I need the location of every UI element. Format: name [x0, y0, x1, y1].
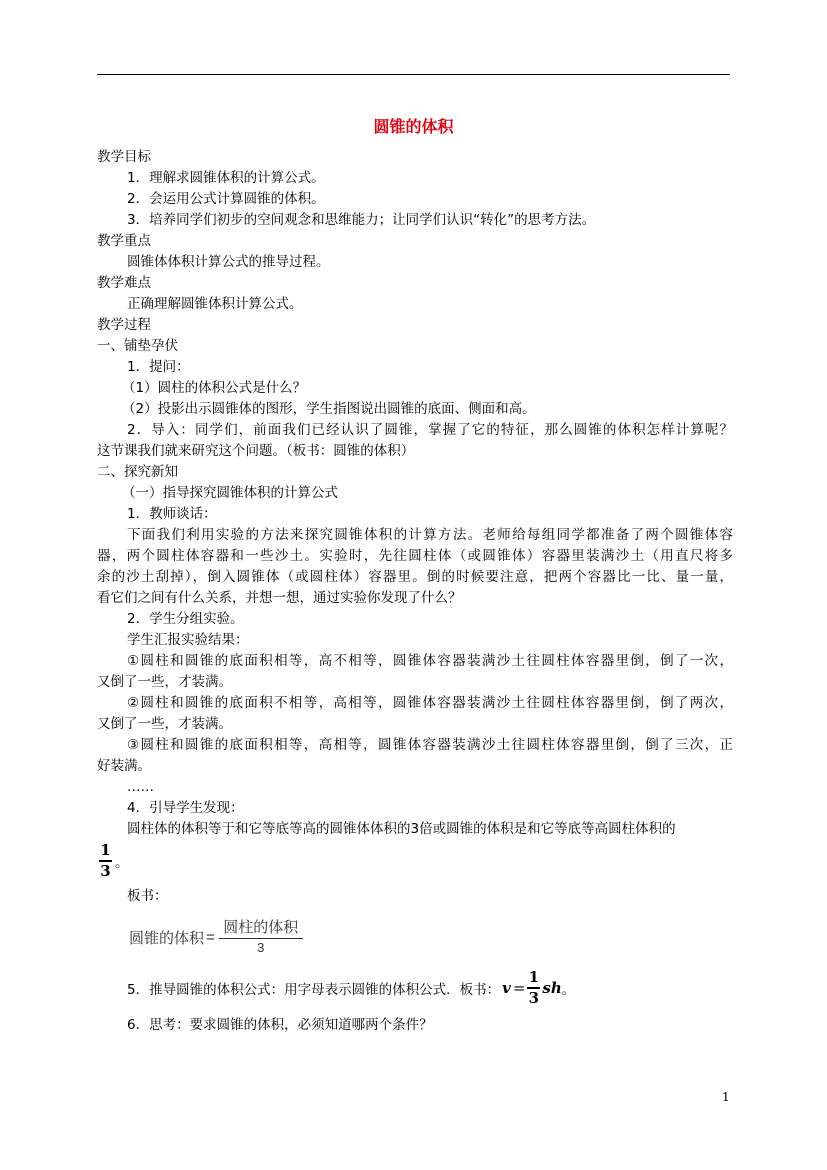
- formula-v: v: [502, 979, 511, 997]
- objective-1: 1．理解求圆锥体积的计算公式。: [127, 170, 325, 186]
- derive-period: 。: [561, 982, 576, 998]
- result-1-line-1: ①圆柱和圆锥的底面积相等，高不相等，圆锥体容器装满沙土往圆柱体容器里倒，倒了一次，: [127, 653, 733, 669]
- one-third-row: [97, 840, 733, 882]
- result-3-line-2: 好装满。: [97, 758, 151, 774]
- result-1-line-2: 又倒了一些，才装满。: [97, 674, 232, 690]
- group-experiment: 2．学生分组实验。: [127, 611, 244, 627]
- formula-v-numerator: 1: [528, 968, 540, 987]
- subsection-heading: （一）指导探究圆锥体积的计算公式: [122, 485, 338, 501]
- board-formula: [97, 913, 733, 961]
- formula-bar: [219, 938, 303, 939]
- formula-equals: =: [206, 928, 215, 946]
- question-2: （2）投影出示圆锥体的图形，学生指图说出圆锥的底面、侧面和高。: [122, 401, 536, 417]
- result-2-line-1: ②圆柱和圆锥的底面积不相等，高相等，圆锥体容器装满沙土往圆柱体容器里倒，倒了两次，: [127, 695, 733, 711]
- objective-2: 2．会运用公式计算圆锥的体积。: [127, 191, 325, 207]
- formula-fraction: [219, 919, 303, 956]
- teacher-talk-line-3: 余的沙土刮掉），倒入圆锥体（或圆柱体）容器里。倒的时候要注意，把两个容器比一比、量一量，: [97, 569, 733, 585]
- board-label: 板书：: [127, 888, 168, 904]
- heading-process: 教学过程: [97, 317, 151, 333]
- page-number: 1: [722, 1090, 730, 1104]
- teacher-talk-line-1: 下面我们利用实验的方法来探究圆锥体积的计算方法。老师给每组同学都准备了两个圆锥体容: [127, 527, 733, 543]
- discovery-heading: 4．引导学生发现：: [127, 800, 244, 816]
- question-1: （1）圆柱的体积公式是什么？: [122, 380, 307, 396]
- formula-denominator: 3: [257, 939, 265, 955]
- formula-v-equals: =: [512, 979, 526, 997]
- page-title: 圆锥的体积: [373, 117, 454, 136]
- intro-line-1: 2．导入：同学们，前面我们已经认识了圆锥，掌握了它的特征，那么圆锥的体积怎样计算呢？: [127, 422, 733, 438]
- fraction-numerator: 1: [100, 841, 111, 860]
- formula-numerator: 圆柱的体积: [223, 918, 299, 936]
- result-2-line-2: 又倒了一些，才装满。: [97, 716, 232, 732]
- formula-v-denominator: 3: [528, 988, 540, 1007]
- one-third-fraction: [99, 842, 112, 880]
- intro-line-2: 这节课我们就来研究这个问题。（板书：圆锥的体积）: [97, 443, 415, 459]
- ellipsis: ……: [127, 779, 154, 795]
- step-question: 1．提问：: [127, 359, 190, 375]
- section-1-heading: 一、铺垫孕伏: [97, 338, 178, 354]
- fraction-denominator: 3: [100, 861, 111, 880]
- difficulty-text: 正确理解圆锥体积计算公式。: [127, 296, 303, 312]
- think-question: 6．思考：要求圆锥的体积，必须知道哪两个条件？: [127, 1017, 433, 1033]
- derive-text: 5．推导圆锥的体积公式：用字母表示圆锥的体积公式．板书：: [127, 982, 501, 998]
- teacher-talk-heading: 1．教师谈话：: [127, 506, 217, 522]
- document-body: [97, 147, 733, 1036]
- heading-difficulty: 教学难点: [97, 275, 151, 291]
- formula-v-fraction: [527, 969, 540, 1007]
- objective-3: 3．培养同学们初步的空间观念和思维能力；让同学们认识“转化”的思考方法。: [127, 212, 596, 228]
- section-2-heading: 二、探究新知: [97, 464, 178, 480]
- formula-cone-volume: 圆锥的体积: [129, 929, 205, 947]
- teacher-talk-line-4: 看它们之间有什么关系，并想一想，通过实验你发现了什么？: [97, 590, 462, 606]
- heading-key-point: 教学重点: [97, 233, 151, 249]
- formula-v-sh: sh: [542, 979, 562, 997]
- teacher-talk-line-2: 器，两个圆柱体容器和一些沙土。实验时，先往圆柱体（或圆锥体）容器里装满沙土（用直尺将多: [97, 548, 733, 564]
- heading-objectives: 教学目标: [97, 149, 151, 165]
- report-heading: 学生汇报实验结果：: [127, 632, 249, 648]
- header-rule: [97, 74, 730, 75]
- result-3-line-1: ③圆柱和圆锥的底面积相等，高相等，圆锥体容器装满沙土往圆柱体容器里倒，倒了三次，正: [127, 737, 733, 753]
- key-point-text: 圆锥体体积计算公式的推导过程。: [127, 254, 330, 270]
- period: 。: [115, 855, 129, 871]
- discovery-text: 圆柱体的体积等于和它等底等高的圆锥体体积的3倍或圆锥的体积是和它等底等高圆柱体积的: [127, 821, 676, 837]
- derive-formula-row: [97, 965, 733, 1011]
